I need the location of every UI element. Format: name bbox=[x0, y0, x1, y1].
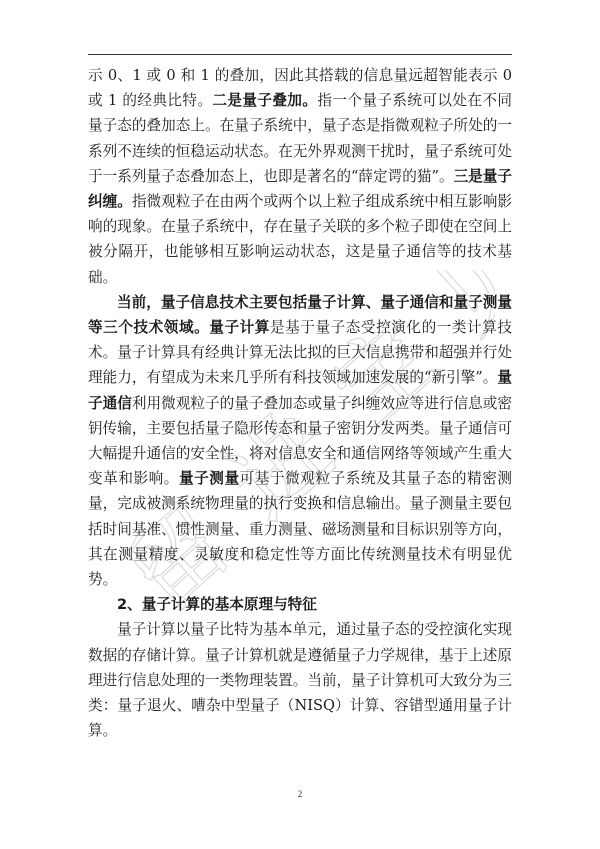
section-heading: 2、量子计算的基本原理与特征 bbox=[117, 596, 317, 614]
paragraph-3: 量子计算以量子比特为基本单元，通过量子态的受控演化实现数据的存储计算。量子计算机就是遵循量子力学规律，基于上述原理进行信息处理的一类物理装置。当前，量子计算机可大致分为三类：量子退火、嘈杂中型量子（NISQ）计算、容错型通用量子计算。 bbox=[88, 621, 512, 740]
page-number: 2 bbox=[297, 789, 303, 799]
header-rule bbox=[88, 54, 512, 55]
paragraph-2: 当前，量子信息技术主要包括量子计算、量子通信和量子测量等三个技术领域。量子计算是基于量子态受控演化的一类计算技术。量子计算具有经典计算无法比拟的巨大信息携带和超强并行处理能力，有望成为未来几乎所有科技领域加速发展的“新引擎”。量子通信利用微观粒子的量子叠加态或量子纠缠效应等进行信息或密钥传输，主要包括量子隐形传态和量子密钥分发两类。量子通信可大幅提升通信的安全性，将对信息安全和通信网络等领域产生重大变革和影响。量子测量可基于微观粒子系统及其量子态的精密测量，完成被测系统物理量的执行变换和信息输出。量子测量主要包括时间基准、惯性测量、重力测量、磁场测量和目标识别等方向，其在测量精度、灵敏度和稳定性等方面比传统测量技术有明显优势。 bbox=[88, 293, 512, 589]
document-body bbox=[88, 63, 512, 743]
paragraph-1: 示 0、1 或 0 和 1 的叠加，因此其搭载的信息量远超智能表示 0 或 1 的经典比特。二是量子叠加。指一个量子系统可以处在不同量子态的叠加态上。在量子系统中，量子态是指微观粒子所处的一系列不连续的恒稳运动状态。在无外界观测干扰时，量子系统可处于一系列量子态叠加态上，也即是著名的“薛定谔的猫”。三是量子纠缠。指微观粒子在由两个或两个以上粒子组成系统中相互影响影响的现象。在量子系统中，存在量子关联的多个粒子即使在空间上被分隔开，也能够相互影响运动状态，这是量子通信等的技术基础。 bbox=[88, 67, 512, 286]
watermark-text: 留 进 宝 贝 bbox=[105, 270, 495, 633]
